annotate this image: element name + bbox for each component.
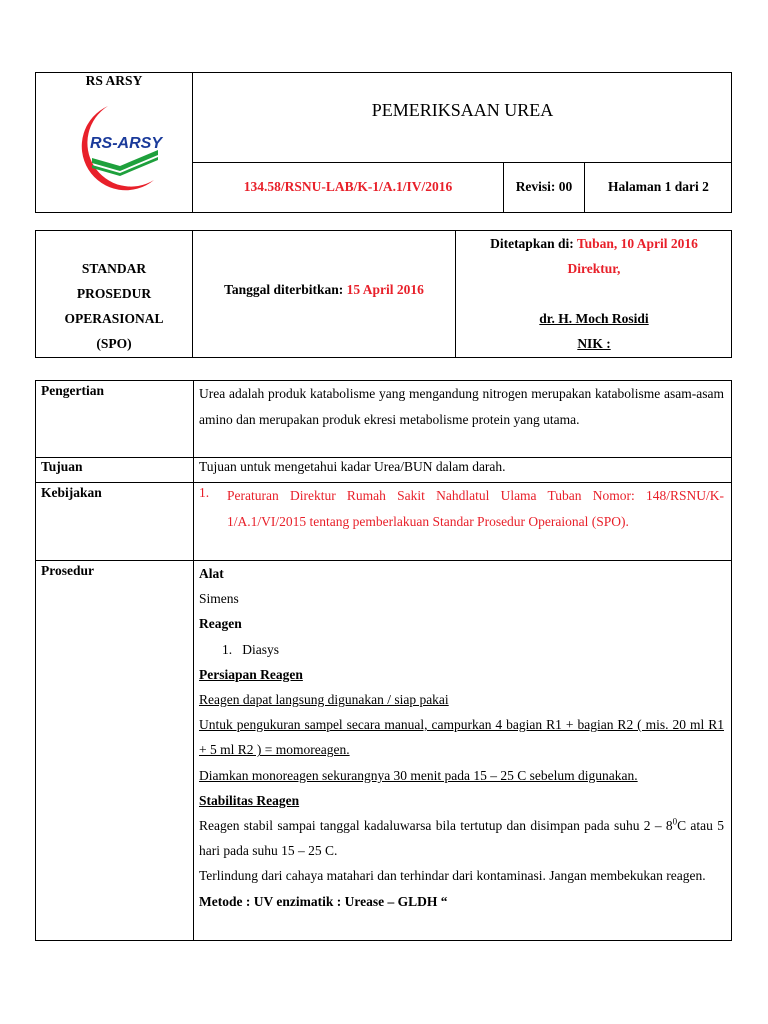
reagen-number: 1. xyxy=(222,641,233,657)
row-divider-tujuan xyxy=(35,457,732,458)
spo-line-1: STANDAR xyxy=(81,261,147,276)
issued-label: Tanggal diterbitkan: xyxy=(224,282,344,297)
metode: Metode : UV enzimatik : Urease – GLDH “ xyxy=(199,893,448,909)
approval-block xyxy=(456,231,732,356)
alat-heading: Alat xyxy=(199,566,224,581)
set-at-label: Ditetapkan di: xyxy=(490,236,574,251)
kebijakan-number: 1. xyxy=(199,485,210,500)
page-indicator: Halaman 1 dari 2 xyxy=(608,179,709,194)
signature-space xyxy=(456,281,732,306)
reagen-item: Diasys xyxy=(242,641,279,657)
stabilitas-1-sup: 0 xyxy=(672,816,678,827)
spo-line-3: OPERASIONAL xyxy=(64,311,164,326)
issued-date: 15 April 2016 xyxy=(346,282,424,297)
persiapan-2: Untuk pengukuran sampel secara manual, campurkan 4 bagian R1 + bagian R2 ( mis. 20 ml R1 + 5 ml R2 ) = momoreagen. xyxy=(199,717,724,758)
spo-label xyxy=(36,256,192,356)
hospital-name: RS ARSY xyxy=(85,73,143,88)
persiapan-3: Diamkan monoreagen sekurangnya 30 menit pada 15 – 25 C sebelum digunakan. xyxy=(199,767,638,783)
director-title: Direktur, xyxy=(567,261,621,276)
revision: Revisi: 00 xyxy=(515,179,573,194)
kebijakan-text: Peraturan Direktur Rumah Sakit Nahdlatul Ulama Tuban Nomor: 148/RSNU/K-1/A.1/VI/2015 tentang pemberlakuan Standar Prosedur Operaional (SPO). xyxy=(227,488,724,529)
kebijakan-label: Kebijakan xyxy=(41,485,102,500)
nik-field: NIK : xyxy=(577,336,611,351)
alat-item: Simens xyxy=(199,591,239,607)
stabilitas-1 xyxy=(199,813,724,863)
signer-name: dr. H. Moch Rosidi xyxy=(539,311,649,326)
logo-text: RS-ARSY xyxy=(90,135,163,152)
reagen-heading: Reagen xyxy=(199,616,242,632)
prosedur-body xyxy=(199,561,724,914)
reagen-list-item xyxy=(199,637,724,662)
persiapan-heading: Persiapan Reagen xyxy=(199,666,303,682)
set-at-value: Tuban, 10 April 2016 xyxy=(576,236,698,251)
stabilitas-1-b: C atau 5 hari pada suhu 15 – 25 C. xyxy=(199,818,724,859)
pengertian-text: Urea adalah produk katabolisme yang mengandung nitrogen merupakan katabolisme asam-asam amino dan merupakan produk ekresi metabolisme protein yang utama. xyxy=(199,386,724,427)
content-col-divider xyxy=(193,380,194,941)
prosedur-label: Prosedur xyxy=(41,563,94,578)
hospital-logo xyxy=(62,100,172,194)
issued-date-row xyxy=(193,282,455,298)
stabilitas-2: Terlindung dari cahaya matahari dan terhindar dari kontaminasi. Jangan membekukan reagen. xyxy=(199,868,706,884)
tujuan-label: Tujuan xyxy=(41,459,83,474)
spo-line-4: (SPO) xyxy=(96,336,132,351)
tujuan-text: Tujuan untuk mengetahui kadar Urea/BUN dalam darah. xyxy=(199,459,506,474)
persiapan-1: Reagen dapat langsung digunakan / siap pakai xyxy=(199,692,449,708)
stabilitas-heading: Stabilitas Reagen xyxy=(199,792,300,808)
document-title: PEMERIKSAAN UREA xyxy=(371,100,554,120)
document-number: 134.58/RSNU-LAB/K-1/A.1/IV/2016 xyxy=(243,179,453,194)
header-row-divider xyxy=(192,162,732,163)
set-at-row xyxy=(456,231,732,256)
stabilitas-1-a: Reagen stabil sampai tanggal kadaluwarsa bila tertutup dan disimpan pada suhu 2 – 8 xyxy=(199,818,673,834)
pengertian-label: Pengertian xyxy=(41,383,104,398)
spo-line-2: PROSEDUR xyxy=(76,286,152,301)
